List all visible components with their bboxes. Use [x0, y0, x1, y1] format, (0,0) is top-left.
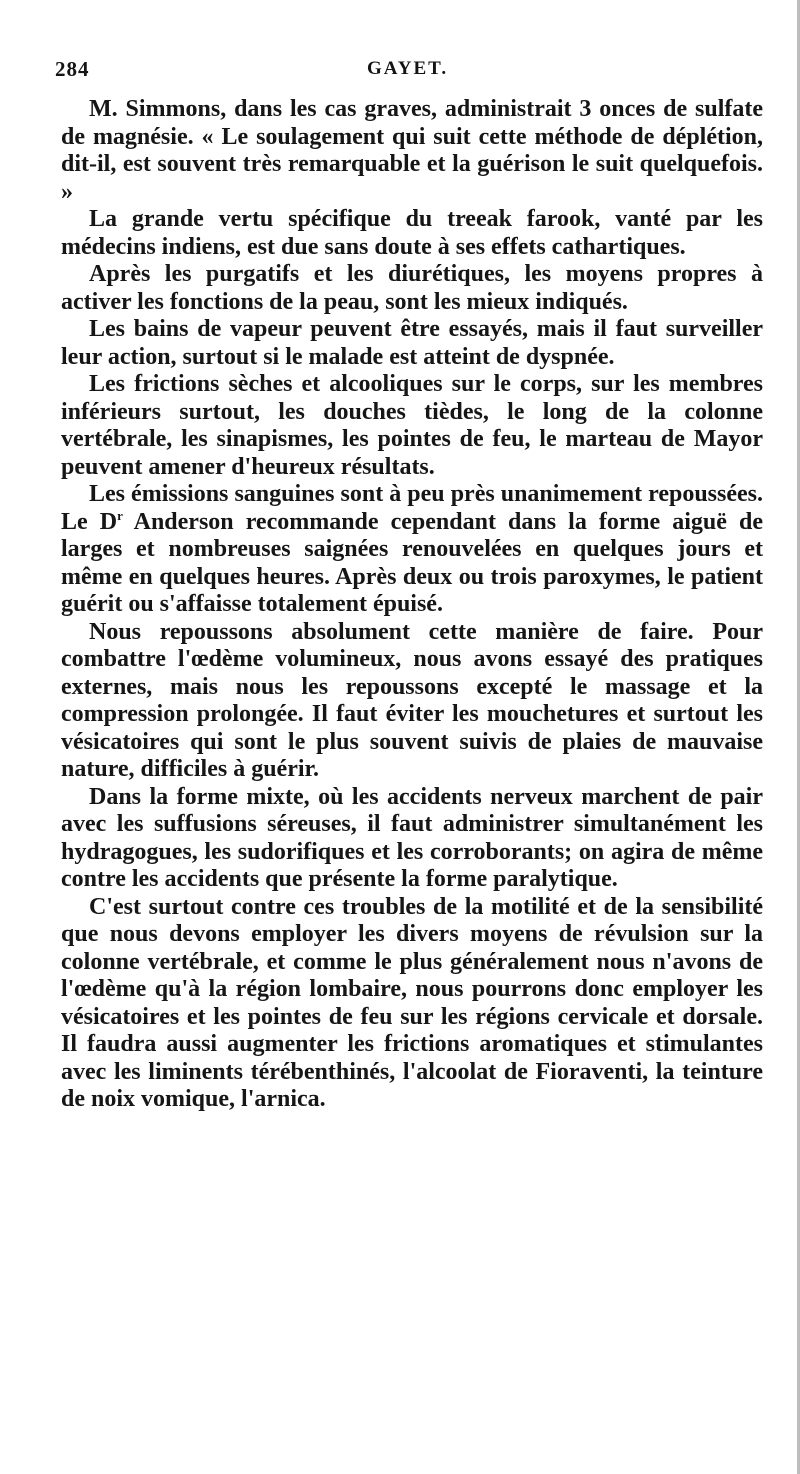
paragraph-oedema-treatment: Nous repoussons absolument cette manière de faire. Pour combattre l'œdème volumineux, nous avons essayé des pratiques externes, mais nous les repoussons excepté le massage et la compression prolongée. Il faut éviter les mouchetures et surtout les vésicatoires qui sont le plus souvent suivis de plaies de mauvaise nature, difficiles à guérir.: [61, 618, 763, 782]
paragraph-blood-emissions-end: Anderson recommande cependant dans la forme aiguë de larges et nombreuses saignées renouvelées en quelques jours et même en quelques heures. Après deux ou trois paroxymes, le patient guérit ou s'affaisse totalement épuisé.: [61, 508, 763, 617]
paragraph-mixed-form: Dans la forme mixte, où les accidents nerveux marchent de pair avec les suffusions séreuses, il faut administrer simultanément les hydragogues, les sudorifiques et les corroborants; on agira de même contre les accidents que présente la forme paralytique.: [61, 783, 763, 892]
paragraph-vapor-baths: Les bains de vapeur peuvent être essayés, mais il faut surveiller leur action, surtout si le malade est atteint de dyspnée.: [61, 316, 763, 370]
paragraph-treeak-farook: La grande vertu spécifique du treeak farook, vanté par les médecins indiens, est due sans doute à ses effets cathartiques.: [61, 206, 763, 260]
running-title: GAYET.: [367, 58, 449, 79]
paragraph-blood-emissions: [61, 481, 763, 619]
paragraph-motility-troubles: C'est surtout contre ces troubles de la motilité et de la sensibilité que nous devons employer les divers moyens de révulsion sur la colonne vertébrale, et comme le plus généralement nous n'avons de l'œdème qu'à la région lombaire, nous pourrons donc employer les vésicatoires et les pointes de feu sur les régions cervicale et dorsale. Il faudra aussi augmenter les frictions aromatiques et stimulantes avec les liminents térébenthinés, l'alcoolat de Fioraventi, la teinture de noix vomique, l'arnica.: [61, 893, 763, 1112]
paragraph-frictions: Les frictions sèches et alcooliques sur le corps, sur les membres inférieurs surtout, les douches tièdes, le long de la colonne vertébrale, les sinapismes, les pointes de feu, le marteau de Mayor peuvent amener d'heureux résultats.: [61, 371, 763, 480]
page-number: 284: [55, 57, 90, 81]
paragraph-skin-functions: Après les purgatifs et les diurétiques, les moyens propres à activer les fonctions de la peau, sont les mieux indiqués.: [61, 261, 763, 315]
doctor-superscript: r: [117, 507, 123, 523]
page-header: [55, 57, 760, 87]
paragraph-blood-emissions-start: Les émissions sanguines sont à peu près unanimement repoussées. Le D: [61, 481, 763, 535]
body-text: [61, 96, 763, 1114]
paragraph-simmons: M. Simmons, dans les cas graves, administrait 3 onces de sulfate de magnésie. « Le soulagement qui suit cette méthode de déplétion, dit-il, est souvent très remarquable et la guérison le suit quelquefois. »: [61, 96, 763, 205]
